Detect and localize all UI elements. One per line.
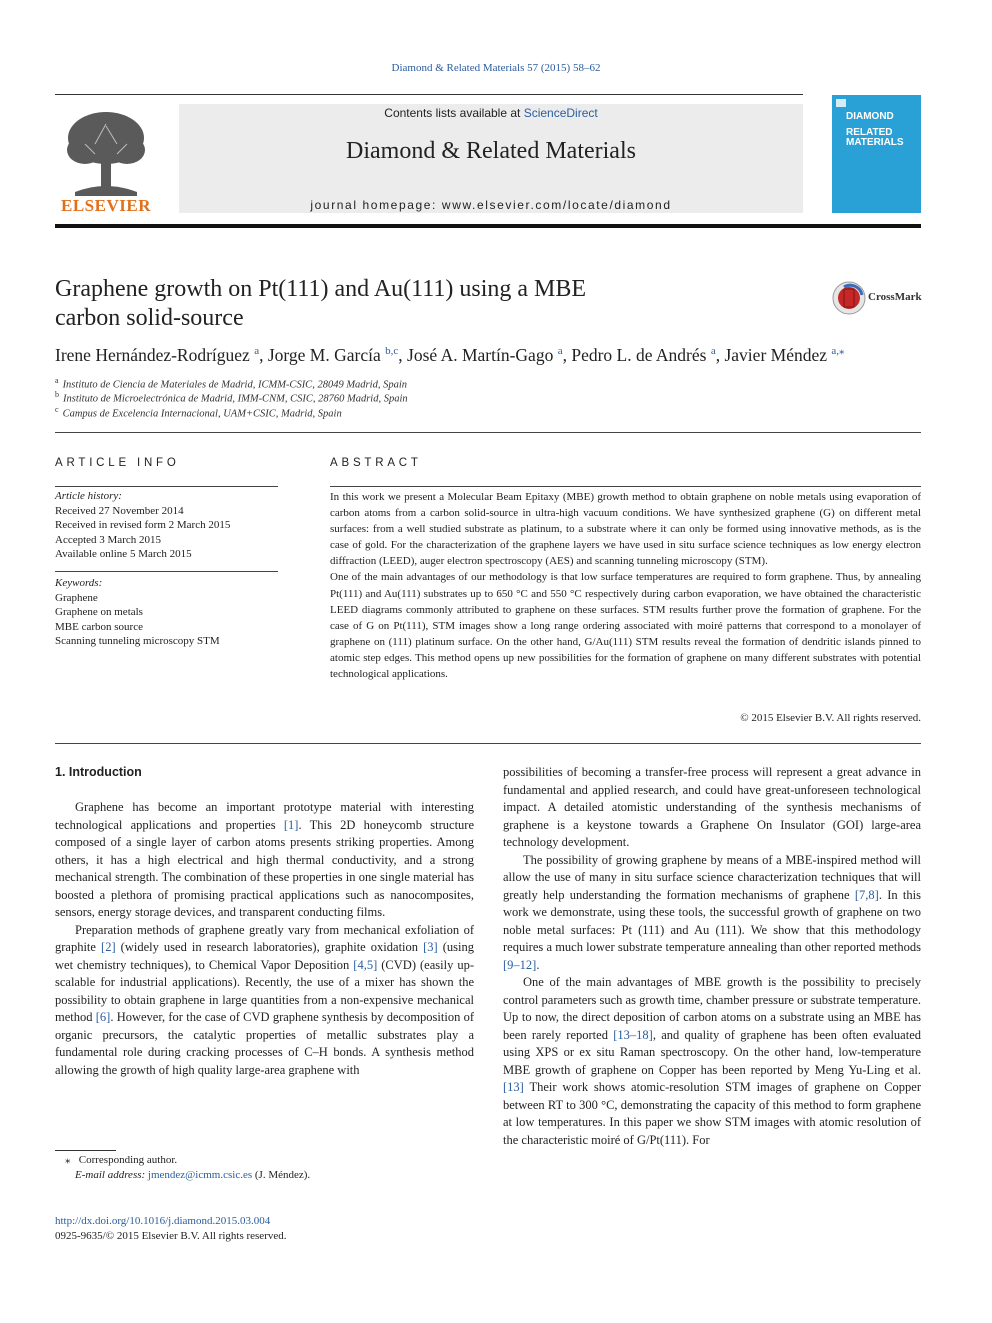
article-info-rule — [55, 486, 278, 487]
body-text: (CVD) (easily up-scalable for industrial applications). Recently, the use of a mixer has shown the possibility to obtain graphene in large quantities from a non-expensive mechanical method — [55, 957, 474, 1024]
journal-homepage — [179, 198, 803, 212]
abstract-heading: ABSTRACT — [330, 457, 422, 469]
body-text: . However, for the case of CVD graphene synthesis by decomposition of organic precursors, the catalytic properties of metallic substrates play a fundamental role during cracking processes of C–H bonds. A synthesis method allowing the growth of high quality large-area graphene with — [55, 1010, 474, 1077]
abstract-copyright: © 2015 Elsevier B.V. All rights reserved. — [740, 712, 921, 724]
citation-link[interactable]: [6] — [95, 1010, 111, 1024]
body-text: . This 2D honeycomb structure composed of a single layer of carbon atoms presents striking properties. Among others, it has a high electrical and high thermal conductivity, and a strong mechanical strength. The combination of these properties in one single material has boosted a plethora of promising practical applications such as nanocomposites, sensors, energy storage devices, and transparent conducting films. — [55, 817, 475, 919]
author-separator: , — [259, 344, 268, 365]
affiliation — [55, 376, 407, 391]
contents-prefix: Contents lists available at — [384, 106, 524, 120]
body-text: (widely used in research laboratories), graphite oxidation — [115, 940, 424, 954]
section-rule — [55, 743, 921, 744]
author-affil-mark[interactable]: a — [710, 345, 716, 357]
body-column-right — [503, 764, 921, 1149]
citation-link[interactable]: [4,5] — [353, 957, 378, 972]
history-item: Received 27 November 2014 — [55, 504, 184, 517]
footnote-mark: ⁎ — [65, 1154, 71, 1166]
footnote-text: Corresponding author. — [78, 1154, 178, 1166]
doi-block — [55, 1214, 287, 1244]
cover-line-3: MATERIALS — [846, 137, 904, 148]
elsevier-wordmark: ELSEVIER — [61, 196, 151, 215]
author-affil-mark[interactable]: a — [254, 345, 260, 357]
footnote-email — [55, 1168, 474, 1183]
sciencedirect-link[interactable]: ScienceDirect — [523, 106, 598, 120]
citation-link[interactable]: [13–18] — [613, 1027, 653, 1042]
article-info-rule — [55, 571, 278, 572]
affiliation — [55, 405, 342, 420]
title-line-1: Graphene growth on Pt(111) and Au(111) using a MBE — [55, 276, 587, 302]
article-info-heading: ARTICLE INFO — [55, 457, 180, 469]
body-text: One of the main advantages of MBE growth is the possibility to precisely control parameters such as growth time, chamber pressure or substrate temperature. Up to now, the direct deposition of carbon atoms on a substrate using an MBE has been rarely reported — [503, 975, 921, 1042]
title-line-2: carbon solid-source — [55, 305, 244, 331]
journal-title: Diamond & Related Materials — [346, 138, 636, 164]
affiliation-text: Instituto de Microelectrónica de Madrid, IMM-CNM, CSIC, 28760 Madrid, Spain — [63, 393, 408, 405]
author-separator: , — [562, 344, 572, 365]
homepage-prefix: journal homepage: — [310, 198, 442, 212]
abstract-rule — [330, 486, 921, 487]
header-thick-rule — [55, 224, 921, 228]
body-text: Preparation methods of graphene greatly vary from mechanical exfoliation of graphite — [55, 922, 474, 954]
author-affil-mark[interactable]: a — [557, 345, 563, 357]
body-text: The possibility of growing graphene by means of a MBE-inspired method will allow the use of many in situ surface science characterization techniques that will greatly help understanding the formation mechanisms of graphene — [503, 852, 921, 902]
history-item: Available online 5 March 2015 — [55, 548, 192, 560]
header-rule — [55, 94, 803, 95]
abstract-body — [330, 489, 921, 682]
affiliation — [55, 390, 408, 405]
body-column-left — [55, 799, 474, 1079]
email-label: E-mail address: — [75, 1169, 148, 1181]
section-heading-introduction: 1. Introduction — [55, 765, 142, 779]
section-rule — [55, 432, 921, 433]
keywords-label: Keywords: — [55, 577, 103, 589]
body-paragraph — [55, 799, 474, 922]
keywords — [55, 576, 278, 649]
affiliation-text: Campus de Excelencia Internacional, UAM+CSIC, Madrid, Spain — [62, 408, 342, 420]
body-paragraph — [55, 922, 474, 1080]
paper-title — [55, 275, 675, 333]
body-text: Their work shows atomic-resolution STM images of graphene on Copper between RT to 300 °C, demonstrating the capacity of this method to form graphene at low temperatures. In this paper we show STM images with atomic resolution of the characteristic moiré of G/Pt(111). For — [503, 1080, 921, 1147]
citation-link[interactable]: [1] — [283, 817, 299, 832]
email-link[interactable]: jmendez@icmm.csic.es — [147, 1169, 253, 1181]
author-name: Javier Méndez — [724, 344, 828, 365]
author-name: Pedro L. de Andrés — [571, 344, 707, 365]
crossmark-icon[interactable] — [832, 281, 866, 315]
affiliation-mark: b — [55, 390, 59, 399]
affiliation-mark: c — [55, 405, 59, 414]
citation-link[interactable]: [9–12] — [503, 957, 537, 972]
keyword: Graphene — [55, 591, 98, 604]
author-separator: , — [715, 344, 725, 365]
contents-line — [179, 106, 803, 120]
citation-link[interactable]: [7,8] — [854, 887, 879, 902]
footnote-rule — [55, 1150, 116, 1151]
abstract-paragraph: In this work we present a Molecular Beam Epitaxy (MBE) growth method to obtain graphene on noble metals using evaporation of carbon atoms from a carbon solid-source in ultra-high vacuum conditions. We have synthesized graphene (G) on different metal surfaces: from a well studied substrate as platinum, to a substrate where it can only be formed using innovative methods, as is the case of gold. For the characterization of the graphene layers we have used in situ surface science techniques as low energy electron diffraction (LEED), auger electron spectroscopy (AES) and scanning tunneling microscopy (STM). — [330, 491, 921, 568]
body-text: Graphene has become an important prototype material with interesting technological applications and properties — [55, 800, 474, 832]
citation-link[interactable]: [3] — [423, 940, 438, 954]
abstract-paragraph: One of the main advantages of our methodology is that low surface temperatures are required to form graphene. Thus, by annealing Pt(111) and Au(111) substrates up to 650 °C and 550 °C respectively during carbon evaporation, we have obtained the characteristic LEED diagrams commonly attributed to graphene on these surfaces. STM results further prove the formation of graphene. For the case of G on Pt(111), STM images show a long range ordering associated with moiré patterns that correspond to a monolayer of graphene on (111) platinum surface. On the other hand, G/Au(111) STM results reveal the formation of dendritic islands pinned to atomic step edges. This method opens up new possibilities for the formation of graphene on many different substrates with potential technological applications. — [330, 571, 921, 681]
author-name: Jorge M. García — [267, 344, 381, 365]
history-item: Received in revised form 2 March 2015 — [55, 519, 231, 531]
doi-link[interactable]: http://dx.doi.org/10.1016/j.diamond.2015.03.004 — [55, 1215, 271, 1227]
email-suffix: (J. Méndez). — [252, 1169, 311, 1181]
body-text: . In this work we demonstrate, using these tools, the successful growth of graphene on two noble metal surfaces: Pt (111) and Au (111). We show that this methodology requires a much lower substrate temperature annealing than other reported methods — [503, 887, 921, 954]
affiliation-text: Instituto de Ciencia de Materiales de Madrid, ICMM-CSIC, 28049 Madrid, Spain — [62, 379, 407, 391]
history-item: Accepted 3 March 2015 — [55, 533, 161, 546]
cover-title — [846, 112, 918, 148]
author-separator: , — [398, 344, 408, 365]
history-label: Article history: — [55, 490, 122, 502]
crossmark-label[interactable]: CrossMark — [868, 291, 922, 303]
issn-line: 0925-9635/© 2015 Elsevier B.V. All rights reserved. — [55, 1230, 287, 1242]
journal-reference[interactable]: Diamond & Related Materials 57 (2015) 58–62 — [391, 62, 601, 74]
footnote — [55, 1153, 474, 1183]
keyword: MBE carbon source — [55, 620, 143, 633]
body-text: (using wet chemistry techniques), to Chemical Vapor Deposition — [55, 940, 474, 972]
elsevier-mini-icon — [836, 99, 846, 107]
body-paragraph — [503, 974, 921, 1149]
author-affil-mark[interactable]: b,c — [385, 345, 399, 357]
cover-line-1: DIAMOND — [846, 111, 894, 122]
article-history — [55, 489, 278, 562]
author-list — [55, 344, 925, 366]
keyword: Graphene on metals — [55, 606, 143, 618]
author-name: Irene Hernández-Rodríguez — [55, 344, 250, 365]
body-paragraph: possibilities of becoming a transfer-free process will represent a great advance in fundamental and applied research, and could have great-unforeseen technological impact. A detailed atomistic understanding of the synthesis mechanisms of graphene is a keystone towards a Graphene On Insulator (GOI) large-area technology development. — [503, 765, 921, 849]
homepage-url[interactable]: www.elsevier.com/locate/diamond — [441, 198, 672, 212]
author-name: José A. Martín-Gago — [407, 344, 554, 365]
body-text: . — [536, 957, 540, 972]
affiliation-mark: a — [55, 376, 59, 385]
citation-link[interactable]: [13] — [503, 1080, 524, 1094]
body-text: , and quality of graphene has been often evaluated using XPS or ex situ Raman spectroscopy. On the other hand, low-temperature MBE growth of graphene on Copper has been reported by Meng Yu-Ling et al. — [503, 1027, 921, 1077]
citation-link[interactable]: [2] — [101, 940, 116, 954]
author-affil-mark[interactable]: a,⁎ — [831, 345, 845, 357]
cover-line-2: RELATED — [846, 127, 893, 138]
keyword: Scanning tunneling microscopy STM — [55, 635, 220, 647]
footnote-corresponding — [55, 1153, 474, 1168]
body-paragraph — [503, 852, 921, 975]
